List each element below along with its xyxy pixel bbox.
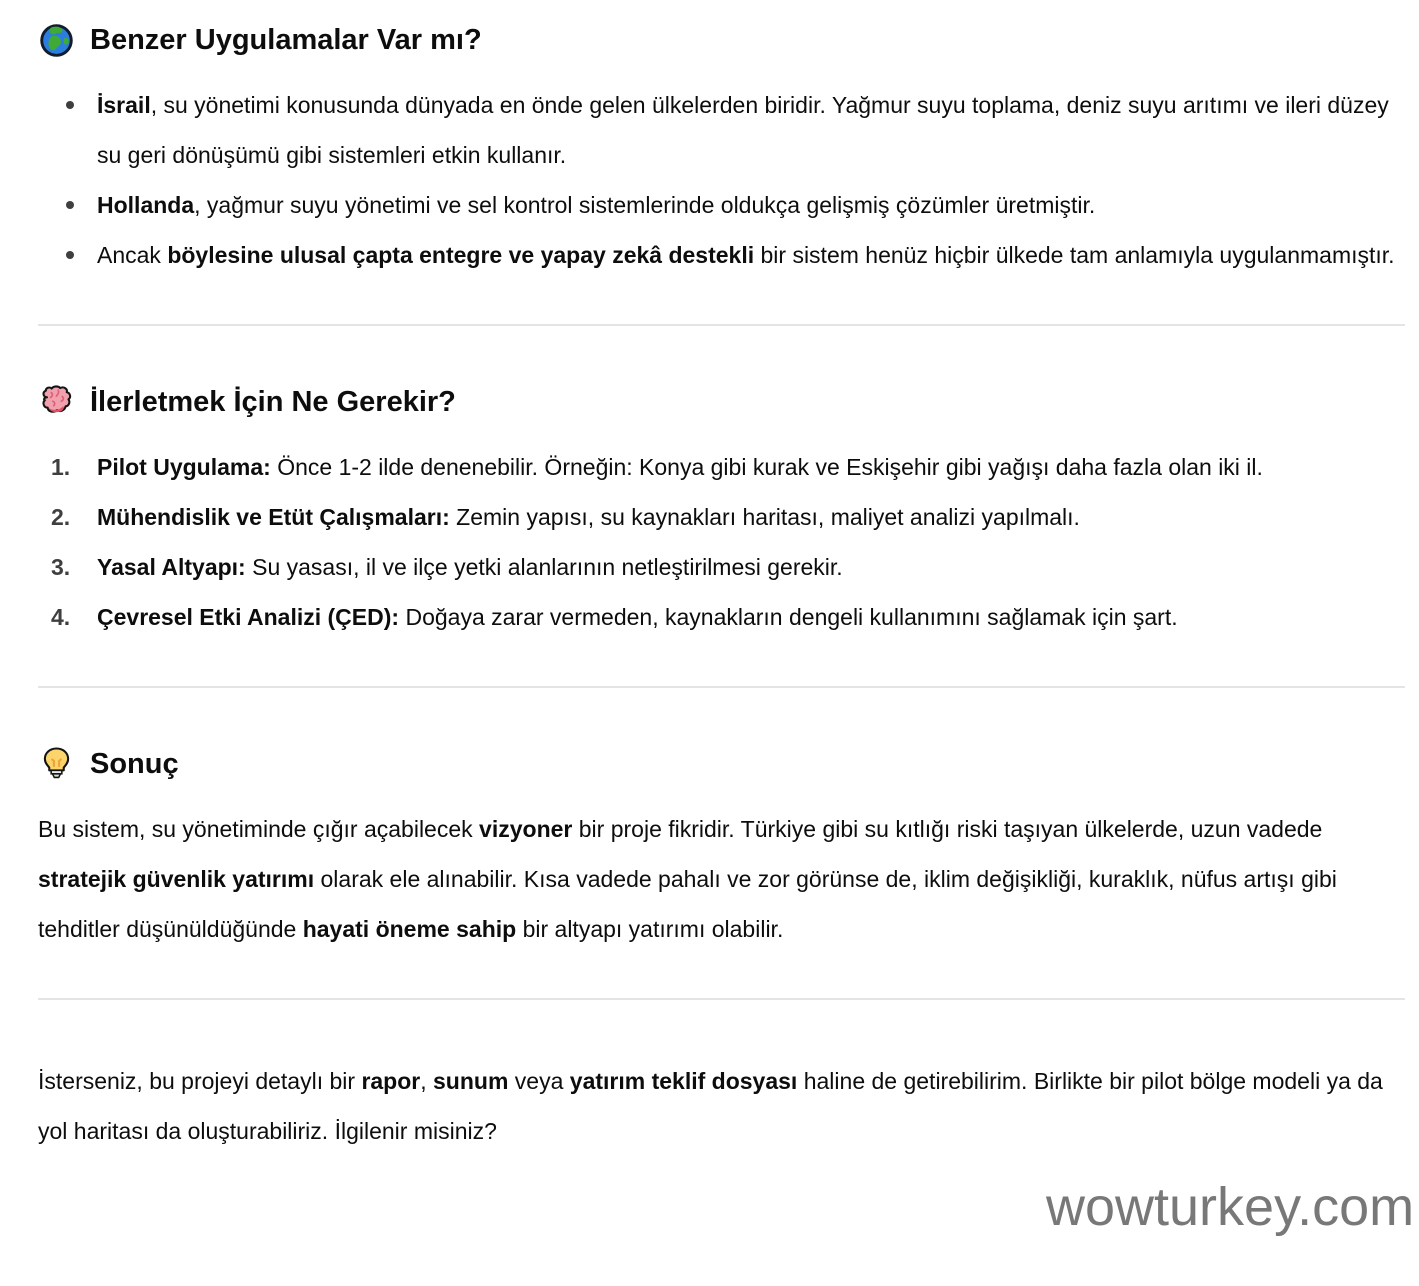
closing-paragraph: İsterseniz, bu projeyi detaylı bir rapor, sunum veya yatırım teklif dosyası haline de getirebilirim. Birlikte bir pilot bölge modeli ya da yol haritası da oluşturabiliriz. İlgilenir misiniz? bbox=[38, 1068, 1383, 1144]
conclusion-paragraph: Bu sistem, su yönetiminde çığır açabilecek vizyoner bir proje fikridir. Türkiye gibi su kıtlığı riski taşıyan ülkelerde, uzun vadede stratejik güvenlik yatırımı olarak ele alınabilir. Kısa vadede pahalı ve zor görünse de, iklim değişikliği, kuraklık, nüfus artışı gibi tehditler düşünüldüğünde hayati öneme sahip bir altyapı yatırımı olabilir. bbox=[38, 816, 1337, 942]
list-item-text: İsrail, su yönetimi konusunda dünyada en önde gelen ülkelerden biridir. Yağmur suyu toplama, deniz suyu arıtımı ve ileri düzey su geri dönüşümü gibi sistemleri etkin kullanır. bbox=[97, 92, 1389, 168]
list-item bbox=[38, 230, 1405, 280]
section-divider bbox=[38, 686, 1405, 688]
section-conclusion bbox=[38, 744, 1405, 954]
numbered-item bbox=[38, 542, 1405, 592]
section-what-is-needed bbox=[38, 382, 1405, 642]
brain-icon bbox=[38, 384, 74, 420]
section-heading-conclusion bbox=[38, 744, 1405, 784]
section-heading-text: Benzer Uygulamalar Var mı? bbox=[90, 24, 482, 56]
list-item bbox=[38, 180, 1405, 230]
section-heading-text: İlerletmek İçin Ne Gerekir? bbox=[90, 386, 456, 418]
numbered-item bbox=[38, 492, 1405, 542]
section-divider bbox=[38, 998, 1405, 1000]
list-item-text: Pilot Uygulama: Önce 1-2 ilde denenebilir. Örneğin: Konya gibi kurak ve Eskişehir gibi yağışı daha fazla olan iki il. bbox=[97, 454, 1263, 480]
what-is-needed-list bbox=[38, 442, 1405, 642]
list-item bbox=[38, 80, 1405, 180]
list-item-text: Ancak böylesine ulusal çapta entegre ve yapay zekâ destekli bir sistem henüz hiçbir ülkede tam anlamıyla uygulanmamıştır. bbox=[97, 242, 1395, 268]
list-item-text: Yasal Altyapı: Su yasası, il ve ilçe yetki alanlarının netleştirilmesi gerekir. bbox=[97, 554, 843, 580]
lightbulb-icon bbox=[38, 746, 74, 782]
similar-applications-list bbox=[38, 80, 1405, 280]
list-item-text: Mühendislik ve Etüt Çalışmaları: Zemin yapısı, su kaynakları haritası, maliyet analizi yapılmalı. bbox=[97, 504, 1080, 530]
numbered-item bbox=[38, 442, 1405, 492]
globe-icon bbox=[38, 22, 74, 58]
section-heading-similar bbox=[38, 20, 1405, 60]
list-item-text: Hollanda, yağmur suyu yönetimi ve sel kontrol sistemlerinde oldukça gelişmiş çözümler üretmiştir. bbox=[97, 192, 1096, 218]
section-heading-text: Sonuç bbox=[90, 748, 179, 780]
watermark: wowturkey.com bbox=[1046, 1177, 1415, 1237]
numbered-item bbox=[38, 592, 1405, 642]
section-heading-advance bbox=[38, 382, 1405, 422]
list-item-text: Çevresel Etki Analizi (ÇED): Doğaya zarar vermeden, kaynakların dengeli kullanımını sağlamak için şart. bbox=[97, 604, 1178, 630]
section-similar-applications bbox=[38, 20, 1405, 280]
section-divider bbox=[38, 324, 1405, 326]
